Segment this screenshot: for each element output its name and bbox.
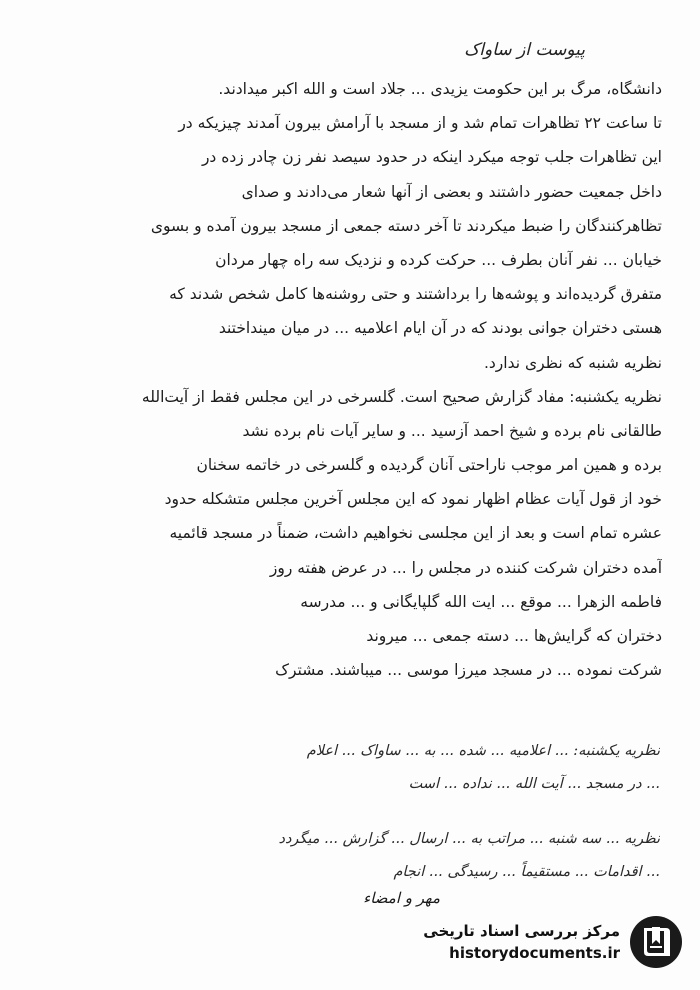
typed-line: نظریه یکشنبه: مفاد گزارش صحیح است. گلسرخی در این مجلس فقط از آیت‌الله	[141, 387, 662, 406]
typed-line: خیابان ... نفر آنان بطرف ... حرکت کرده و نزدیک سه راه چهار مردان	[215, 250, 662, 269]
signature: مهر و امضاء	[363, 889, 440, 907]
typed-line: شرکت نموده ... در مسجد میرزا موسی ... میباشند. مشترک	[275, 661, 662, 680]
typed-line: آمده دختران شرکت کننده در مجلس را ... در عرض هفته روز	[269, 558, 662, 577]
typed-line: طالقانی نام برده و شیخ احمد آزسید ... و سایر آیات نام برده نشد	[242, 421, 662, 440]
typed-line: نظریه شنبه که نظری ندارد.	[483, 353, 662, 372]
typed-line: داخل جمعیت حضور داشتند و بعضی از آنها شعار می‌دادند و صدای	[241, 182, 662, 201]
typed-report-body	[48, 72, 662, 687]
typed-line: دختران که گرایش‌ها ... دسته جمعی ... میروند	[366, 627, 662, 645]
typed-line: برده و همین امر موجب ناراحتی آنان گردیده و گلسرخی در خاتمه سخنان	[196, 456, 662, 475]
typed-line: فاطمه الزهرا ... موقع ... ایت الله گلپایگانی و ... مدرسه	[300, 592, 662, 611]
watermark-text	[423, 922, 620, 962]
typed-line: دانشگاه، مرگ بر این حکومت یزیدی ... جلاد است و الله اکبر میدادند.	[218, 80, 662, 98]
handwritten-annotations	[60, 735, 660, 907]
typed-line: عشره تمام است و بعد از این مجلسی نخواهیم داشت، ضمناً در مسجد قائمیه	[169, 524, 662, 543]
typed-line: هستی دختران جوانی بودند که در آن ایام اعلامیه ... در میان مینداختند	[218, 319, 662, 338]
typed-line: خود از قول آیات عظام اظهار نمود که این مجلس آخرین مجلس متشکله حدود	[164, 490, 662, 509]
handwritten-line: ... اقدامات ... مستقیماً ... رسیدگی ... انجام	[393, 864, 660, 880]
archive-watermark	[423, 914, 684, 970]
handwritten-line: نظریه یکشنبه: ... اعلامیه ... شده ... به ... ساواک ... اعلام	[306, 743, 660, 759]
watermark-title: مرکز بررسی اسناد تاریخی	[423, 922, 620, 940]
typed-line: تظاهرکنندگان را ضبط میکردند تا آخر دسته جمعی از مسجد بیرون آمده و بسوی	[150, 216, 662, 235]
typed-line: متفرق گردیده‌اند و پوشه‌ها را برداشتند و حتی روشنه‌ها کامل شخص شدند که	[169, 285, 662, 304]
typed-line: این تظاهرات جلب توجه میکرد اینکه در حدود سیصد نفر زن چادر زده در	[201, 148, 662, 167]
typed-line: تا ساعت ۲۲ تظاهرات تمام شد و از مسجد با آرامش بیرون آمدند چیزیکه در	[178, 114, 662, 133]
handwritten-line: ... در مسجد ... آیت الله ... نداده ... است	[408, 776, 660, 792]
book-bookmark-icon	[628, 914, 684, 970]
handwritten-line: نظریه ... سه شنبه ... مراتب به ... ارسال ... گزارش ... میگردد	[278, 831, 660, 847]
handwritten-header-note: پیوست از ساواک	[464, 40, 585, 60]
watermark-url: historydocuments.ir	[449, 944, 620, 962]
